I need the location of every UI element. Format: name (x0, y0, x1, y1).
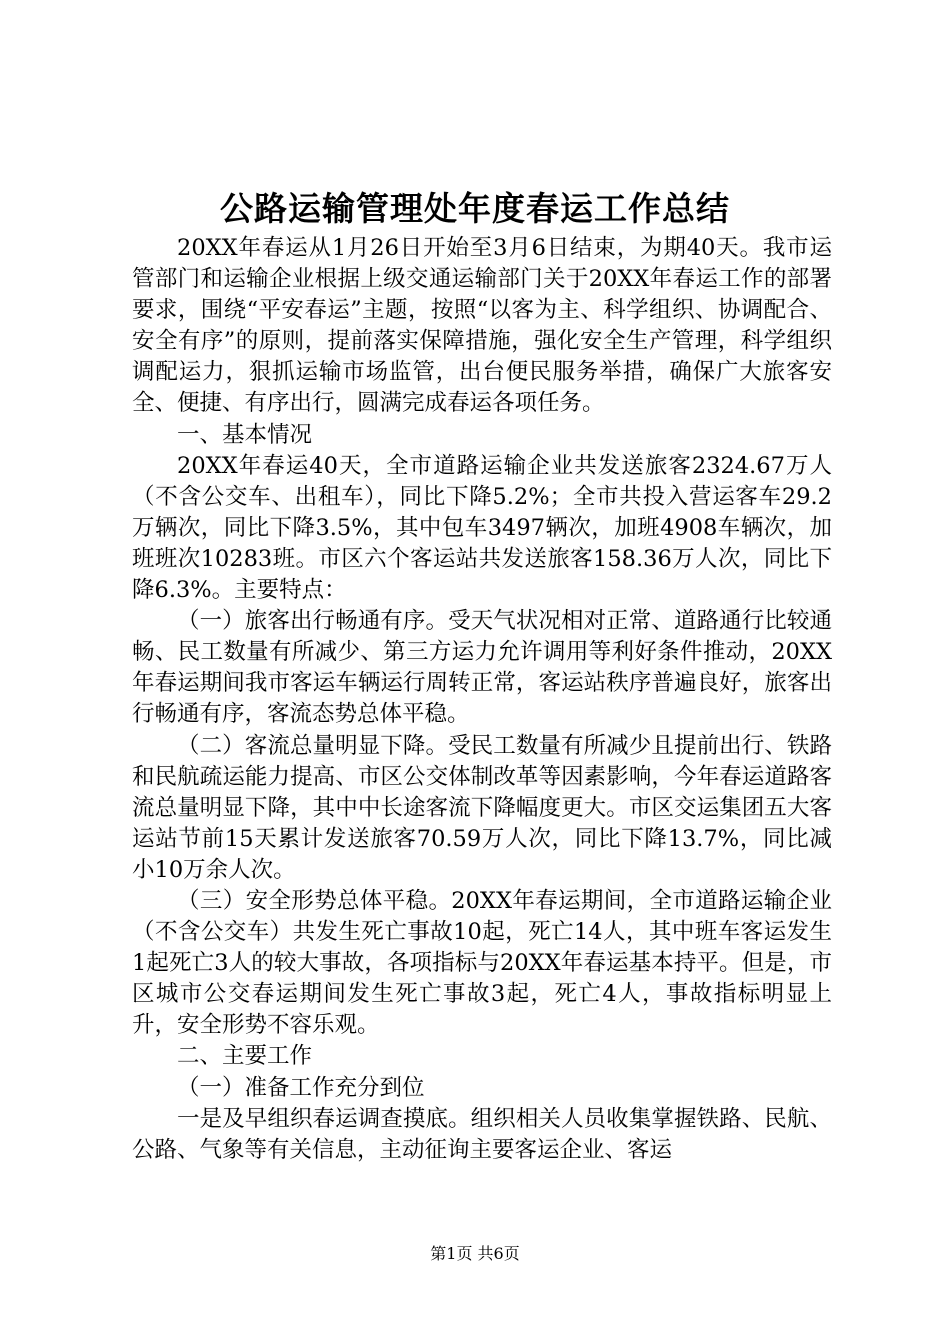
feature-paragraph-1: （一）旅客出行畅通有序。受天气状况相对正常、道路通行比较通畅、民工数量有所减少、第三方运力允许调用等利好条件推动，20XX年春运期间我市客运车辆运行周转正常，客运站秩序普遍良好，旅客出行畅通有序，客流态势总体平稳。 (132, 608, 832, 728)
document-body (132, 233, 832, 1166)
document-title: 公路运输管理处年度春运工作总结 (220, 189, 730, 228)
statistics-paragraph: 20XX年春运40天，全市道路运输企业共发送旅客2324.67万人（不含公交车、出租车），同比下降5.2%；全市共投入营运客车29.2万辆次，同比下降3.5%，其中包车3497辆次，加班4908车辆次，加班班次10283班。市区六个客运站共发送旅客158.36万人次，同比下降6.3%。主要特点： (132, 452, 832, 604)
preparation-paragraph: 一是及早组织春运调查摸底。组织相关人员收集掌握铁路、民航、公路、气象等有关信息，主动征询主要客运企业、客运 (132, 1105, 832, 1163)
section-heading-main-work: 二、主要工作 (177, 1043, 313, 1070)
section-heading-basic-situation: 一、基本情况 (177, 421, 313, 448)
page-footer: 第1页 共6页 (430, 1244, 520, 1263)
subsection-heading-preparation: （一）准备工作充分到位 (177, 1074, 425, 1101)
feature-paragraph-3: （三）安全形势总体平稳。20XX年春运期间，全市道路运输企业（不含公交车）共发生死亡事故10起，死亡14人，其中班车客运发生1起死亡3人的较大事故，各项指标与20XX年春运基本持平。但是，市区城市公交春运期间发生死亡事故3起，死亡4人，事故指标明显上升，安全形势不容乐观。 (132, 887, 832, 1039)
feature-paragraph-2: （二）客流总量明显下降。受民工数量有所减少且提前出行、铁路和民航疏运能力提高、市区公交体制改革等因素影响，今年春运道路客流总量明显下降，其中中长途客流下降幅度更大。市区交运集团五大客运站节前15天累计发送旅客70.59万人次，同比下降13.7%，同比减小10万余人次。 (132, 732, 832, 883)
intro-paragraph: 20XX年春运从1月26日开始至3月6日结束，为期40天。我市运管部门和运输企业根据上级交通运输部门关于20XX年春运工作的部署要求，围绕“平安春运”主题，按照“以客为主、科学组织、协调配合、安全有序”的原则，提前落实保障措施，强化安全生产管理，科学组织调配运力，狠抓运输市场监管，出台便民服务举措，确保广大旅客安全、便捷、有序出行，圆满完成春运各项任务。 (132, 235, 832, 417)
